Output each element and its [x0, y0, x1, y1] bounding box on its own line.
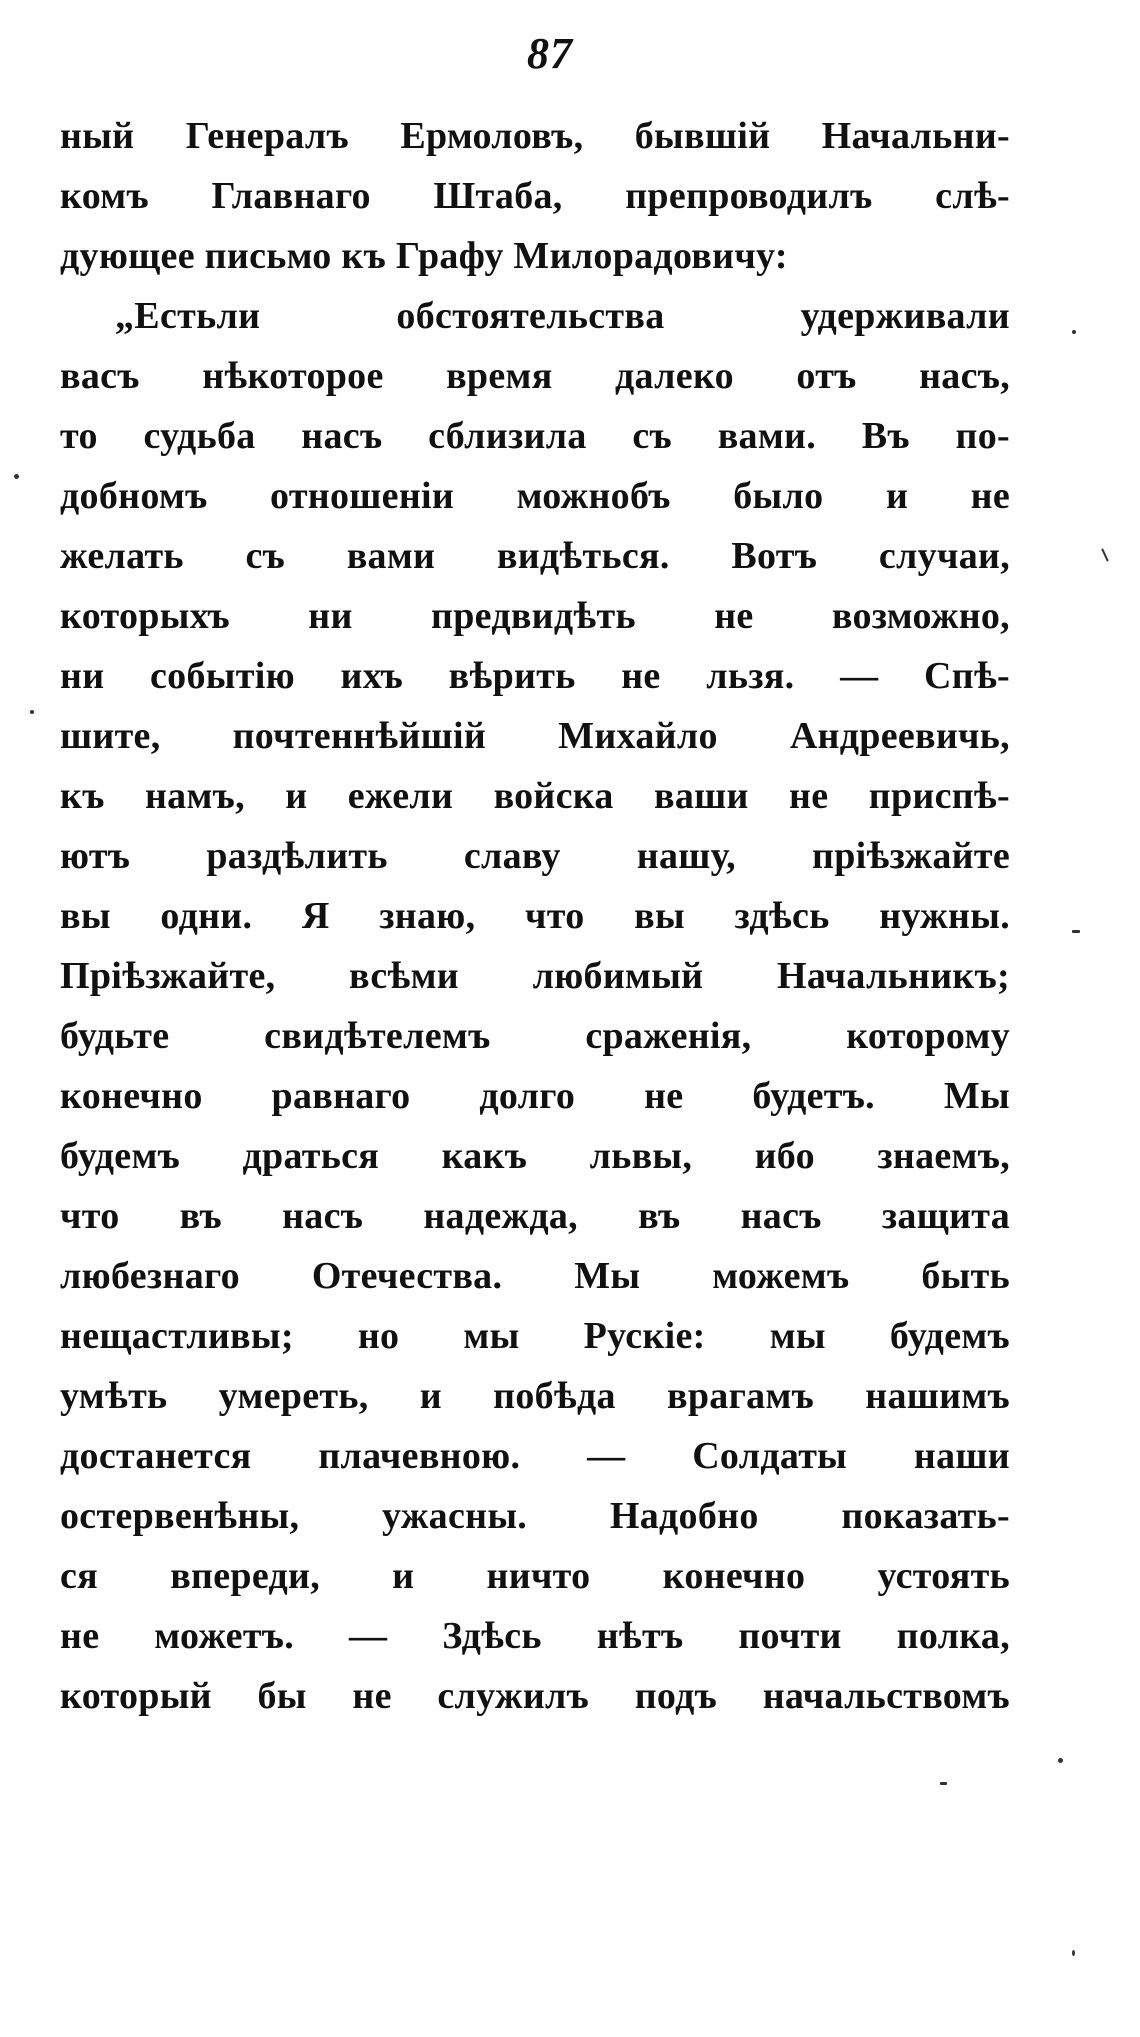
text-line: Пріѣзжайте, всѣми любимый Начальникъ;: [60, 955, 1010, 997]
text-line: то судьба насъ сблизила съ вами. Въ по-: [60, 415, 1010, 457]
text-line: не можетъ. — Здѣсь нѣтъ почти полка,: [60, 1615, 1010, 1657]
text-line: шите, почтеннѣйшій Михайло Андреевичь,: [60, 715, 1010, 757]
page-number: 87: [527, 29, 573, 78]
text-line: „Естьли обстоятельства удерживали: [115, 295, 1010, 337]
text-line: что въ насъ надежда, въ насъ защита: [60, 1195, 1010, 1237]
text-line: будемъ драться какъ львы, ибо знаемъ,: [60, 1135, 1010, 1177]
text-line: васъ нѣкоторое время далеко отъ насъ,: [60, 355, 1010, 397]
scan-speck: [1101, 548, 1109, 562]
text-line: ся впереди, и ничто конечно устоять: [60, 1555, 1010, 1597]
text-line: желать съ вами видѣться. Вотъ случаи,: [60, 535, 1010, 577]
text-line: ютъ раздѣлить славу нашу, пріѣзжайте: [60, 835, 1010, 877]
text-line: достанется плачевною. — Солдаты наши: [60, 1435, 1010, 1477]
text-line: умѣть умереть, и побѣда врагамъ нашимъ: [60, 1375, 1010, 1417]
text-line: нещастливы; но мы Рускіе: мы будемъ: [60, 1315, 1010, 1357]
text-line: любезнаго Отечества. Мы можемъ быть: [60, 1255, 1010, 1297]
text-line: ни событію ихъ вѣрить не льзя. — Спѣ-: [60, 655, 1010, 697]
text-line: комъ Главнаго Штаба, препроводилъ слѣ-: [60, 175, 1010, 217]
scan-speck: [14, 474, 19, 479]
text-line: къ намъ, и ежели войска ваши не приспѣ-: [60, 775, 1010, 817]
text-line: которыхъ ни предвидѣть не возможно,: [60, 595, 1010, 637]
scan-speck: [30, 710, 34, 714]
scan-speck: [1058, 1758, 1063, 1763]
text-line: будьте свидѣтелемъ сраженія, которому: [60, 1015, 1010, 1057]
text-line: дующее письмо къ Графу Милорадовичу:: [60, 235, 788, 277]
scan-speck: [1072, 330, 1076, 334]
text-line: ный Генералъ Ермоловъ, бывшій Начальни-: [60, 115, 1010, 157]
text-line: добномъ отношеніи можнобъ было и не: [60, 475, 1010, 517]
scan-speck: [1072, 930, 1080, 933]
text-line: который бы не служилъ подъ начальствомъ: [60, 1675, 1010, 1717]
text-line: конечно равнаго долго не будетъ. Мы: [60, 1075, 1010, 1117]
scan-speck: [940, 1782, 947, 1785]
text-line: остервенѣны, ужасны. Надобно показать-: [60, 1495, 1010, 1537]
text-line: вы одни. Я знаю, что вы здѣсь нужны.: [60, 895, 1010, 937]
body-text: [60, 106, 1010, 1726]
scan-speck: [1072, 1950, 1075, 1956]
